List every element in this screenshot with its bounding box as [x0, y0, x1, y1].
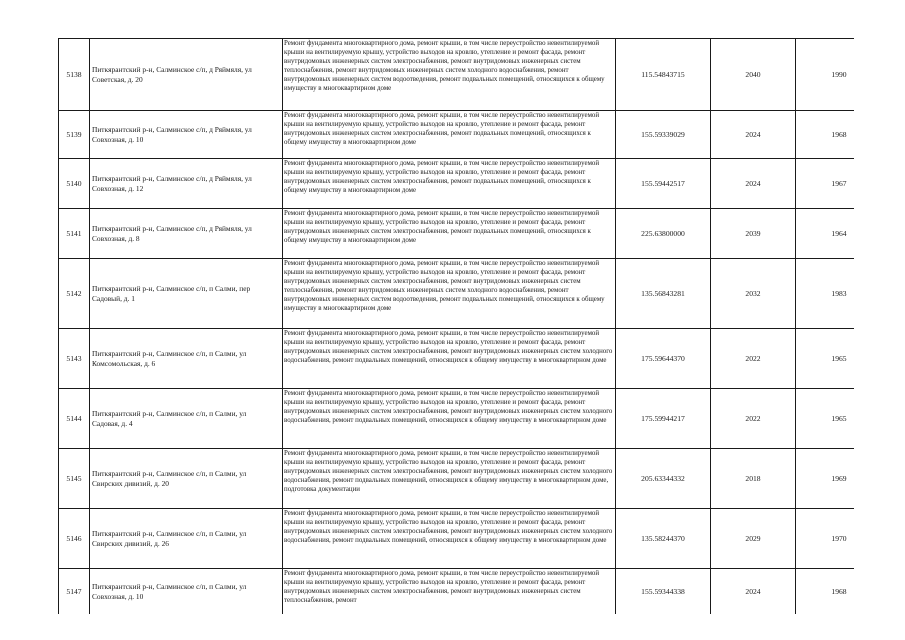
- row-number: 5147: [59, 569, 90, 615]
- plan-year-cell: 2039: [711, 209, 796, 259]
- works-cell: Ремонт фундамента многоквартирного дома, ремонт крыши, в том числе переустройство невентилируемой крыши на вентилируемую крышу, устройство выходов на кровлю, утепление и ремонт фасада, ремонт внутридомовых инженерных систем электроснабжения, ремонт внутридомовых инженерных систем теплоснабжения, ремонт внутридомовых инженерных систем холодного водоснабжения, ремонт внутридомовых инженерных систем водоотведения, ремонт подвальных помещений, относящихся к общему имуществу в многоквартирном доме: [283, 39, 616, 111]
- table-row: [59, 111, 855, 159]
- built-year-cell: 1968: [796, 111, 855, 159]
- plan-year-cell: 2022: [711, 389, 796, 449]
- works-cell: Ремонт фундамента многоквартирного дома, ремонт крыши, в том числе переустройство невентилируемой крыши на вентилируемую крышу, устройство выходов на кровлю, утепление и ремонт фасада, ремонт внутридомовых инженерных систем электроснабжения, ремонт подвальных помещений, относящихся к общему имуществу в многоквартирном доме: [283, 209, 616, 259]
- built-year-cell: 1983: [796, 259, 855, 329]
- table-row: [59, 39, 855, 111]
- built-year-cell: 1965: [796, 329, 855, 389]
- row-number: 5146: [59, 509, 90, 569]
- cost-cell: 175.59944217: [616, 389, 711, 449]
- row-number: 5139: [59, 111, 90, 159]
- built-year-cell: 1964: [796, 209, 855, 259]
- cost-cell: 135.56843281: [616, 259, 711, 329]
- cost-cell: 205.63344332: [616, 449, 711, 509]
- plan-year-cell: 2024: [711, 569, 796, 615]
- works-cell: Ремонт фундамента многоквартирного дома, ремонт крыши, в том числе переустройство невентилируемой крыши на вентилируемую крышу, устройство выходов на кровлю, утепление и ремонт фасада, ремонт внутридомовых инженерных систем электроснабжения, ремонт внутридомовых инженерных систем холодного водоснабжения, ремонт подвальных помещений, относящихся к общему имуществу в многоквартирном доме: [283, 389, 616, 449]
- address-cell: Питкярантский р-н, Салминское с/п, д Ряймяля, ул Советская, д. 20: [90, 39, 283, 111]
- address-cell: Питкярантский р-н, Салминское с/п, п Салми, ул Комсомольская, д. 6: [90, 329, 283, 389]
- cost-cell: 155.59339029: [616, 111, 711, 159]
- plan-year-cell: 2029: [711, 509, 796, 569]
- works-cell: Ремонт фундамента многоквартирного дома, ремонт крыши, в том числе переустройство невентилируемой крыши на вентилируемую крышу, устройство выходов на кровлю, утепление и ремонт фасада, ремонт внутридомовых инженерных систем электроснабжения, ремонт внутридомовых инженерных систем холодного водоснабжения, ремонт подвальных помещений, относящихся к общему имуществу в многоквартирном доме: [283, 329, 616, 389]
- row-number: 5140: [59, 159, 90, 209]
- table-row: [59, 509, 855, 569]
- plan-year-cell: 2022: [711, 329, 796, 389]
- table-row: [59, 569, 855, 615]
- document-page: [58, 38, 854, 614]
- table-row: [59, 159, 855, 209]
- row-number: 5144: [59, 389, 90, 449]
- row-number: 5141: [59, 209, 90, 259]
- works-cell: Ремонт фундамента многоквартирного дома, ремонт крыши, в том числе переустройство невентилируемой крыши на вентилируемую крышу, устройство выходов на кровлю, утепление и ремонт фасада, ремонт внутридомовых инженерных систем электроснабжения, ремонт внутридомовых инженерных систем теплоснабжения, ремонт внутридомовых инженерных систем холодного водоснабжения, ремонт внутридомовых инженерных систем водоотведения, ремонт подвальных помещений, относящихся к общему имуществу в многоквартирном доме: [283, 259, 616, 329]
- table-row: [59, 329, 855, 389]
- row-number: 5138: [59, 39, 90, 111]
- works-cell: Ремонт фундамента многоквартирного дома, ремонт крыши, в том числе переустройство невентилируемой крыши на вентилируемую крышу, устройство выходов на кровлю, утепление и ремонт фасада, ремонт внутридомовых инженерных систем электроснабжения, ремонт внутридомовых инженерных систем холодного водоснабжения, ремонт подвальных помещений, относящихся к общему имуществу в многоквартирном доме: [283, 509, 616, 569]
- plan-year-cell: 2040: [711, 39, 796, 111]
- cost-cell: 225.63800000: [616, 209, 711, 259]
- built-year-cell: 1965: [796, 389, 855, 449]
- cost-cell: 135.58244370: [616, 509, 711, 569]
- row-number: 5143: [59, 329, 90, 389]
- table-row: [59, 389, 855, 449]
- address-cell: Питкярантский р-н, Салминское с/п, д Ряймяля, ул Совхозная, д. 8: [90, 209, 283, 259]
- address-cell: Питкярантский р-н, Салминское с/п, п Салми, ул Свирских дивизий, д. 20: [90, 449, 283, 509]
- address-cell: Питкярантский р-н, Салминское с/п, п Салми, ул Свирских дивизий, д. 26: [90, 509, 283, 569]
- plan-year-cell: 2024: [711, 159, 796, 209]
- works-cell: Ремонт фундамента многоквартирного дома, ремонт крыши, в том числе переустройство невентилируемой крыши на вентилируемую крышу, устройство выходов на кровлю, утепление и ремонт фасада, ремонт внутридомовых инженерных систем электроснабжения, ремонт внутридомовых инженерных систем теплоснабжения, ремонт: [283, 569, 616, 615]
- cost-cell: 155.59344338: [616, 569, 711, 615]
- repair-schedule-table: [58, 38, 854, 614]
- plan-year-cell: 2018: [711, 449, 796, 509]
- cost-cell: 155.59442517: [616, 159, 711, 209]
- built-year-cell: 1967: [796, 159, 855, 209]
- address-cell: Питкярантский р-н, Салминское с/п, п Салми, ул Садовая, д. 4: [90, 389, 283, 449]
- cost-cell: 115.54843715: [616, 39, 711, 111]
- works-cell: Ремонт фундамента многоквартирного дома, ремонт крыши, в том числе переустройство невентилируемой крыши на вентилируемую крышу, устройство выходов на кровлю, утепление и ремонт фасада, ремонт внутридомовых инженерных систем электроснабжения, ремонт подвальных помещений, относящихся к общему имуществу в многоквартирном доме: [283, 159, 616, 209]
- works-cell: Ремонт фундамента многоквартирного дома, ремонт крыши, в том числе переустройство невентилируемой крыши на вентилируемую крышу, устройство выходов на кровлю, утепление и ремонт фасада, ремонт внутридомовых инженерных систем электроснабжения, ремонт внутридомовых инженерных систем холодного водоснабжения, ремонт подвальных помещений, относящихся к общему имуществу в многоквартирном доме, подготовка документации: [283, 449, 616, 509]
- address-cell: Питкярантский р-н, Салминское с/п, д Ряймяля, ул Совхозная, д. 10: [90, 111, 283, 159]
- plan-year-cell: 2024: [711, 111, 796, 159]
- address-cell: Питкярантский р-н, Салминское с/п, п Салми, пер Садовый, д. 1: [90, 259, 283, 329]
- plan-year-cell: 2032: [711, 259, 796, 329]
- table-row: [59, 209, 855, 259]
- built-year-cell: 1968: [796, 569, 855, 615]
- cost-cell: 175.59644370: [616, 329, 711, 389]
- row-number: 5142: [59, 259, 90, 329]
- address-cell: Питкярантский р-н, Салминское с/п, п Салми, ул Совхозная, д. 10: [90, 569, 283, 615]
- row-number: 5145: [59, 449, 90, 509]
- built-year-cell: 1970: [796, 509, 855, 569]
- built-year-cell: 1990: [796, 39, 855, 111]
- built-year-cell: 1969: [796, 449, 855, 509]
- table-row: [59, 259, 855, 329]
- address-cell: Питкярантский р-н, Салминское с/п, д Ряймяля, ул Совхозная, д. 12: [90, 159, 283, 209]
- works-cell: Ремонт фундамента многоквартирного дома, ремонт крыши, в том числе переустройство невентилируемой крыши на вентилируемую крышу, устройство выходов на кровлю, утепление и ремонт фасада, ремонт внутридомовых инженерных систем электроснабжения, ремонт подвальных помещений, относящихся к общему имуществу в многоквартирном доме: [283, 111, 616, 159]
- table-row: [59, 449, 855, 509]
